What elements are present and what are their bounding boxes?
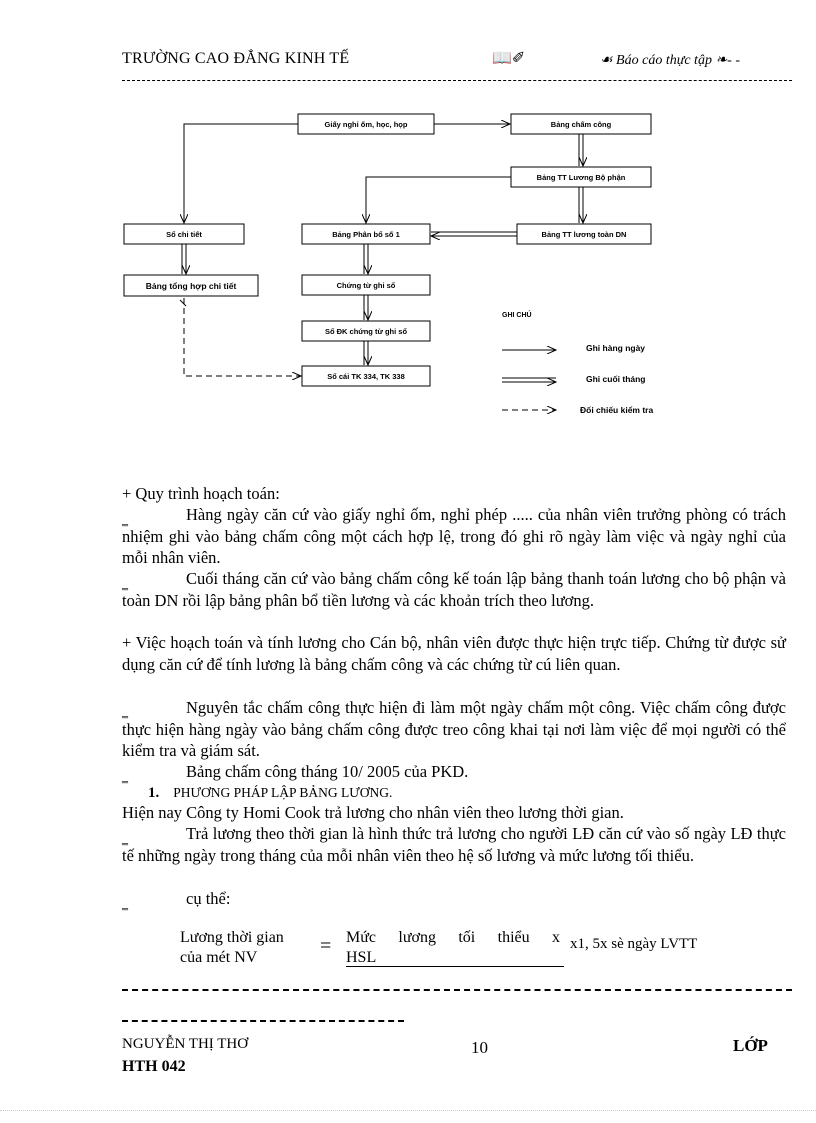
footer-class: HTH 042 — [122, 1058, 186, 1075]
formula-left-line2: của mét NV — [180, 949, 258, 966]
paragraph-4: Nguyên tắc chấm công thực hiện đi làm một ngày chấm một công. Việc chấm công được thực hiện hàng ngày vào bảng chấm công được treo công khai tại nơi làm việc để mọi người có thể kiểm tra và giám sát. — [122, 698, 786, 760]
bullet-mark: ‗ — [122, 831, 128, 845]
page-bottom-rule — [0, 1110, 816, 1111]
bullet-mark: ‗ — [122, 769, 128, 783]
paragraph-3: + Việc hoạch toán và tính lương cho Cán bộ, nhân viên được thực hiện trực tiếp. Chứng từ được sử dụng căn cứ để tính lương là bảng chấm công và các chứng từ cú liên quan. — [122, 633, 786, 674]
label-bang-phan-bo: Bảng Phân bổ số 1 — [332, 230, 400, 239]
section-title: PHƯƠNG PHÁP LẬP BẢNG LƯƠNG. — [173, 785, 393, 800]
paragraph-5: Bảng chấm công tháng 10/ 2005 của PKD. — [186, 762, 469, 781]
paragraph-2: Cuối tháng căn cứ vào bảng chấm công kế toán lập bảng thanh toán lương cho bộ phận và toàn DN rồi lập bảng phân bổ tiền lương và các khoản trích theo lương. — [122, 569, 786, 610]
arrow-tt-bp-to-phan-bo — [366, 177, 511, 223]
label-giay-nghi: Giấy nghỉ ốm, học, họp — [324, 120, 408, 129]
paragraph-7: Trả lương theo thời gian là hình thức trả lương cho người LĐ căn cứ vào số ngày LĐ thực tế những ngày trong tháng của mỗi nhân viên theo hệ số lương và mức lương tối thiểu. — [122, 824, 786, 865]
formula-left-line1: Lương thời gian — [180, 929, 284, 946]
formula-right: x1, 5x sè ngày LVTT — [570, 936, 698, 952]
legend-check: Đối chiếu kiểm tra — [580, 405, 654, 415]
quy-trinh-heading: + Quy trình hoạch toán: — [122, 484, 280, 503]
formula-numerator — [346, 928, 560, 968]
bullet-mark: ‗ — [122, 512, 128, 526]
label-chung-tu: Chứng từ ghi sổ — [336, 281, 396, 290]
arrow-giay-to-so-chi-tiet — [184, 124, 298, 223]
header-school: TRƯỜNG CAO ĐẲNG KINH TẾ — [122, 50, 350, 67]
bullet-mark: ‗ — [122, 704, 128, 718]
formula-left — [180, 928, 284, 968]
book-pen-icon: 📖✐ — [492, 50, 526, 67]
page-number: 10 — [471, 1038, 488, 1057]
label-bang-tong-hop: Bảng tổng hợp chi tiết — [145, 281, 237, 291]
legend-title: GHI CHÚ — [502, 312, 532, 319]
paragraph-1: Hàng ngày căn cứ vào giấy nghỉ ốm, nghỉ phép ..... của nhân viên trưởng phòng có trách nhiệm ghi vào bảng chấm công một cách hợp lệ, trong đó ghi rõ ngày làm việc và ngày nghỉ của mỗi nhân viên. — [122, 505, 786, 567]
footer-divider-2 — [122, 1020, 404, 1022]
formula-num-line2: HSL — [346, 949, 377, 966]
formula-num-line1: Mức lương tối thiểu x — [346, 929, 560, 946]
label-so-chi-tiet: Sổ chi tiết — [166, 230, 202, 239]
legend-monthly: Ghi cuối tháng — [586, 374, 646, 384]
header-report-title: ☙ Báo cáo thực tập ❧- - — [600, 53, 740, 68]
payroll-flow-diagram — [120, 104, 700, 424]
label-so-dk: Sổ ĐK chứng từ ghi sổ — [324, 327, 408, 336]
formula-equals: = — [320, 935, 332, 957]
paragraph-6: Hiện nay Công ty Homi Cook trả lương cho nhân viên theo lương thời gian. — [122, 803, 624, 822]
paragraph-8: cụ thể: — [186, 889, 231, 908]
footer-lop-label: LỚP — [733, 1036, 768, 1055]
section-number: 1. — [148, 785, 160, 801]
footer-author: NGUYỄN THỊ THƠ — [122, 1036, 249, 1052]
label-bang-tt-bo-phan: Bảng TT Lương Bộ phận — [536, 173, 626, 182]
header-divider — [122, 80, 792, 81]
dashed-arrow-tong-hop-to-so-cai — [184, 298, 301, 376]
label-bang-tt-dn: Bảng TT lương toàn DN — [541, 230, 627, 239]
label-so-cai: Sổ cái TK 334, TK 338 — [327, 372, 405, 381]
formula-fraction-bar — [346, 966, 564, 967]
bullet-mark: ‗ — [122, 896, 128, 910]
bullet-mark: ‗ — [122, 576, 128, 590]
footer-divider-1 — [122, 989, 792, 991]
legend-daily: Ghi hàng ngày — [586, 343, 646, 353]
label-bang-cham-cong: Bảng chấm công — [550, 120, 612, 129]
